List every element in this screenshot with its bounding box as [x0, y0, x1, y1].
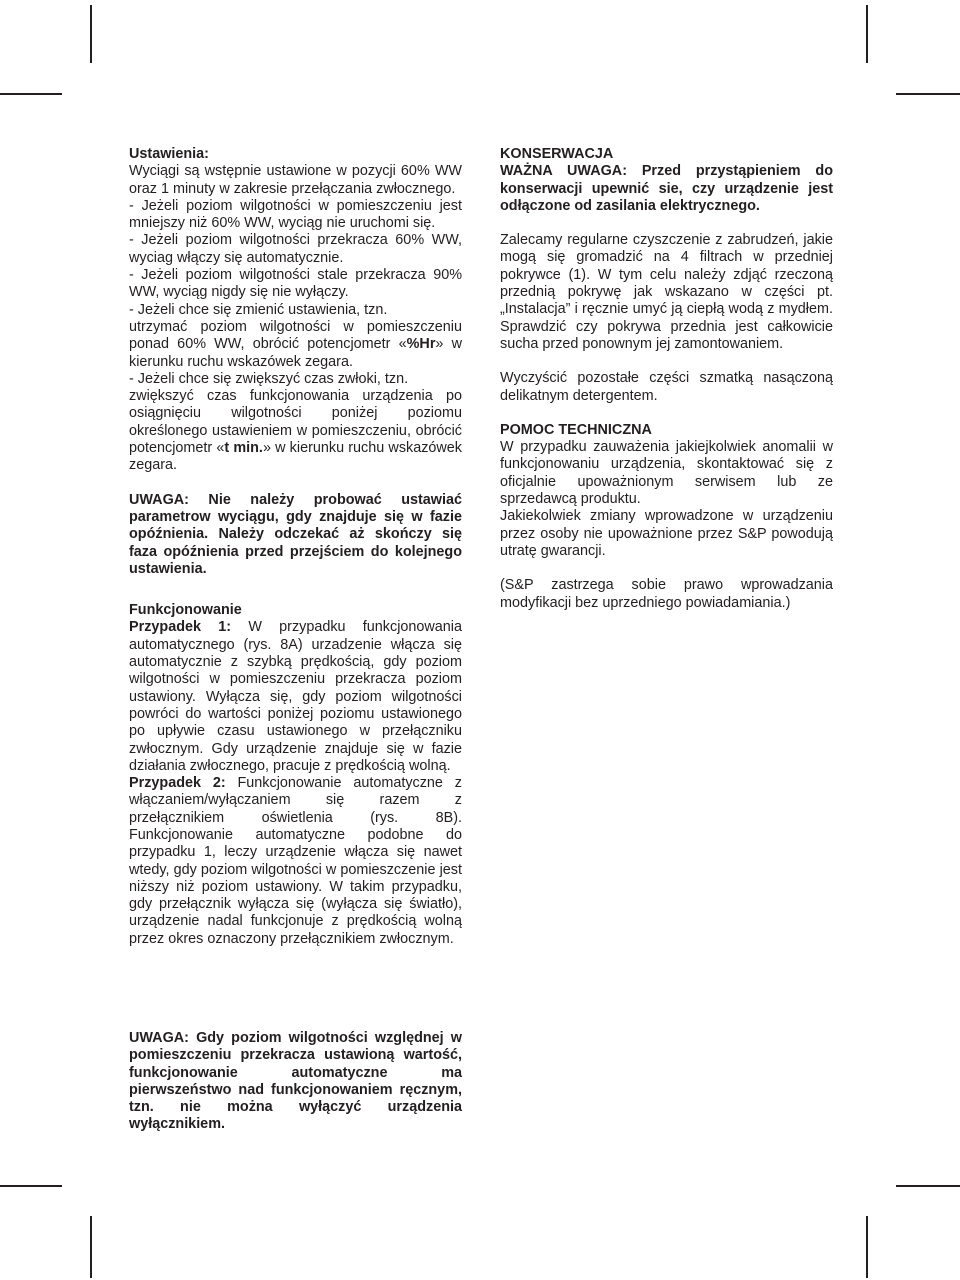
delay-line: - Jeżeli chce się zwiększyć czas zwłoki, tzn. [129, 370, 409, 387]
maintenance-warning: WAŻNA UWAGA: Przed przystąpieniem do konserwacji upewnić sie, czy urządzenie jest odłączone od zasilania elektrycznego. [500, 163, 833, 214]
case2-paragraph [129, 775, 462, 948]
settings-line: - Jeżeli poziom wilgotności przekracza 60% WW, wyciag włączy się automatycznie. [129, 232, 462, 266]
maintenance-heading: KONSERWACJA [500, 146, 614, 162]
warning-delay-phase: UWAGA: Nie należy probować ustawiać parametrow wyciągu, gdy znajduje się w fazie opóźnienia. Należy odczekać aż skończy się faza opóźnienia przed przejściem do kolejnego ustawienia. [129, 491, 462, 577]
settings-heading: Ustawienia: [129, 146, 209, 162]
crop-mark-bottom-left-horizontal [0, 1185, 62, 1187]
right-column [500, 146, 833, 612]
left-bottom-block [129, 1030, 462, 1134]
case1-text: W przypadku funkcjonowania automatycznego (rys. 8A) urzadzenie włącza się automatycznie z szybką prędkością, gdy poziom wilgotności w pomieszczeniu przekracza poziom ustawiony. Wyłącza się, gdy poziom wilgotności powróci do wartości poniżej poziomu ustawionego po upływie czasu ustawionego w przełączniku zwłocznym. Gdy urządzenie znajduje się w fazie działania zwłocznego, pracuje z prędkością wolną. [129, 619, 462, 774]
crop-mark-top-left-horizontal [0, 93, 62, 95]
case2-text: Funkcjonowanie automatyczne z włączaniem/wyłączaniem się razem z przełącznikiem oświetlenia (rys. 8B). Funkcjonowanie automatyczne podobne do przypadku 1, leczy urządzenie włącza się nawet wtedy, gdy poziom wilgotności w pomieszczenie jest niższy niż poziom ustawiony. W takim przypadku, gdy przełącznik wyłącza się (wyłącza się światło), urządzenie nadal funkcjonuje z prędkością wolną przez okres oznaczony przełącznikiem zwłocznym. [129, 775, 462, 947]
case1-paragraph [129, 619, 462, 775]
settings-line: - Jeżeli chce się zmienić ustawienia, tzn. [129, 301, 388, 318]
hr-post: » w kierunku ruchu wskazówek zegara. [129, 336, 462, 370]
support-paragraph: W przypadku zauważenia jakiejkolwiek anomalii w funkcjonowaniu urządzenia, skontaktować się z oficjalnie upoważnionym serwisem lub ze sprzedawcą produktu. [500, 439, 833, 508]
case2-label: Przypadek 2: [129, 775, 226, 792]
maintenance-paragraph: Zalecamy regularne czyszczenie z zabrudzeń, jakie mogą się gromadzić na 4 filtrach w przedniej pokrywce (1). W tym celu należy zdjąć rzeczoną przednią pokrywę jak wskazano w części pt. „Instalacja” i ręcznie umyć ją ciepłą wodą z mydłem. Sprawdzić czy pokrywa przednia jest całkowicie sucha przed ponownym jej zamontowaniem. [500, 232, 833, 352]
settings-line: Wyciągi są wstępnie ustawione w pozycji 60% WW oraz 1 minuty w zakresie przełączania zwłocznego. [129, 163, 462, 197]
case1-label: Przypadek 1: [129, 619, 232, 636]
support-note: (S&P zastrzega sobie prawo wprowadzania modyfikacji bez uprzedniego powiadamiania.) [500, 577, 833, 611]
crop-mark-bottom-right-vertical [866, 1216, 868, 1278]
settings-line: - Jeżeli poziom wilgotności stale przekracza 90% WW, wyciąg nigdy się nie wyłączy. [129, 267, 462, 301]
tmin-post: » w kierunku ruchu wskazówek zegara. [129, 440, 463, 474]
crop-mark-bottom-right-horizontal [896, 1185, 960, 1187]
left-column [129, 146, 462, 948]
hr-knob-label: %Hr [406, 336, 436, 353]
hr-instruction [129, 319, 462, 371]
crop-mark-top-left-vertical [90, 5, 92, 63]
tmin-knob-label: t min. [224, 440, 263, 457]
support-heading: POMOC TECHNICZNA [500, 421, 652, 438]
tmin-instruction [129, 388, 462, 474]
maintenance-paragraph: Wyczyścić pozostałe części szmatką nasączoną delikatnym detergentem. [500, 370, 833, 404]
function-heading: Funkcjonowanie [129, 602, 242, 619]
warning-auto-priority: UWAGA: Gdy poziom wilgotności względnej w pomieszczeniu przekracza ustawioną wartość, funkcjonowanie automatyczne ma pierwszeństwo nad funkcjonowaniem ręcznym, tzn. nie można wyłączyć urządzenia wyłącznikiem. [129, 1030, 462, 1133]
tmin-pre: zwiększyć czas funkcjonowania urządzenia po osiągnięciu wilgotności poniżej poziomu określonego ustawieniem w pomieszczeniu, obrócić potencjometr « [129, 388, 462, 457]
hr-pre: utrzymać poziom wilgotności w pomieszczeniu ponad 60% WW, obrócić potencjometr « [129, 318, 462, 353]
crop-mark-bottom-left-vertical [90, 1216, 92, 1278]
crop-mark-top-right-vertical [866, 5, 868, 63]
settings-line: - Jeżeli poziom wilgotności w pomieszczeniu jest mniejszy niż 60% WW, wyciąg nie uruchomi się. [129, 197, 462, 232]
crop-mark-top-right-horizontal [896, 93, 960, 95]
support-paragraph: Jakiekolwiek zmiany wprowadzone w urządzeniu przez osoby nie upoważnione przez S&P powodują utratę gwarancji. [500, 508, 833, 559]
